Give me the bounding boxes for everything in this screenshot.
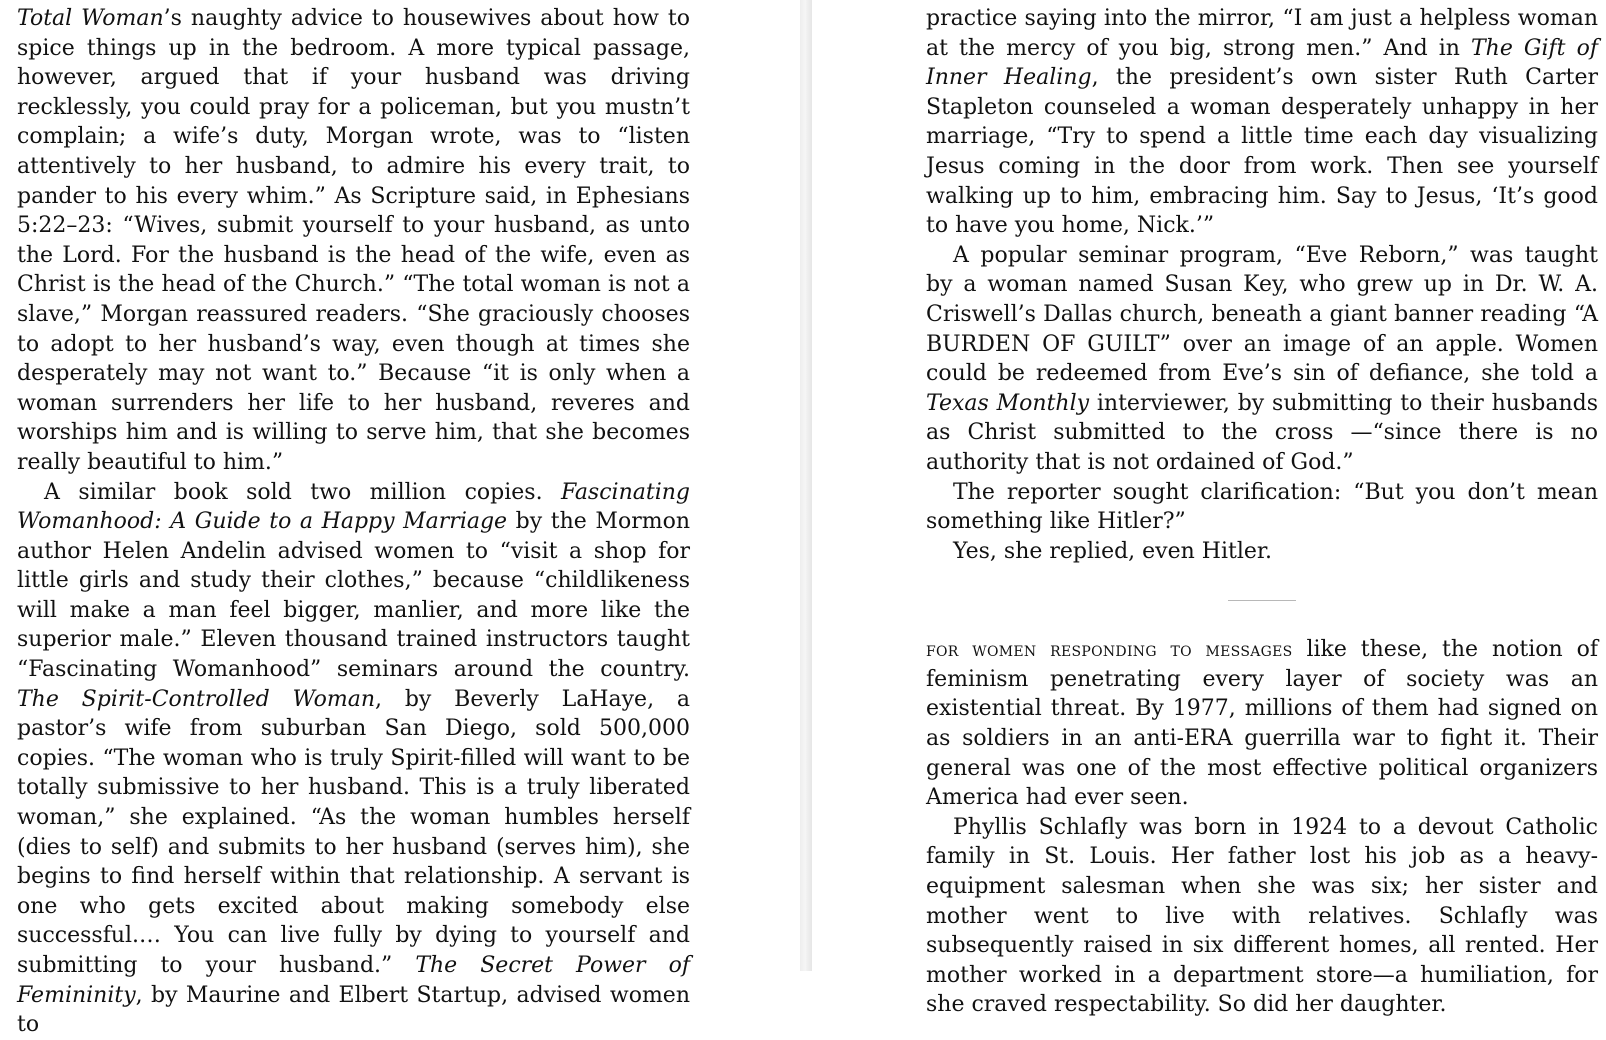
paragraph	[17, 4, 690, 478]
text-run: practice saying into the mirror, “I am just a helpless woman at the mercy of you big, strong men.” And in	[926, 6, 1598, 61]
book-title: The Gift of Inner Healing	[926, 35, 1598, 91]
text-run: A similar book sold two million copies.	[44, 479, 562, 505]
publication-title: Texas Monthly	[926, 390, 1090, 416]
paragraph: Yes, she replied, even Hitler.	[953, 538, 1272, 564]
text-run: A popular seminar program, “Eve Reborn,” was taught by a woman named Susan Key, who grew up in Dr. W. A. Criswell’s Dallas church, beneath a giant banner reading “A BURDEN OF GUILT” over an image of an apple. Women could be redeemed from Eve’s sin of defiance, she told a	[926, 242, 1598, 387]
right-page-text-column	[926, 4, 1598, 1020]
page-gutter	[800, 0, 812, 971]
text-run: ’s naughty advice to housewives about how to spice things up in the bedroom. A more typical passage, however, argued that if your husband was driving recklessly, you could pray for a policeman, but you mustn’t complain; a wife’s duty, Morgan wrote, was to “listen attentively to her husband, to admire his every trait, to pander to his every whim.” As Scripture said, in Ephesians 5:22–23: “Wives, submit yourself to your husband, as unto the Lord. For the husband is the head of the wife, even as Christ is the head of the Church.” “The total woman is not a slave,” Morgan reassured readers. “She graciously chooses to adopt to her husband’s way, even though at times she desperately may not want to.” Because “it is only when a woman surrenders her life to her husband, reveres and worships him and is willing to serve him, that she becomes really beautiful to him.”	[17, 6, 690, 475]
left-page-text-column	[17, 4, 690, 1040]
text-run: , by Beverly LaHaye, a pastor’s wife from suburban San Diego, sold 500,000 copies. “The woman who is truly Spirit-filled will want to be totally submissive to her husband. This is a truly liberated woman,” she explained. “As the woman humbles herself (dies to self) and submits to her husband (serves him), she begins to find herself within that relationship. A servant is one who gets excited about making somebody else successful.… You can live fully by dying to yourself and submitting to your husband.”	[17, 686, 690, 978]
section-divider	[1228, 600, 1296, 601]
text-run: like these, the notion of feminism penetrating every layer of society was an existential threat. By 1977, millions of them had signed on as soldiers in an anti-ERA guerrilla war to fight it. Their general was one of the most effective political organizers America had ever seen.	[926, 637, 1598, 811]
paragraph	[17, 478, 690, 1040]
paragraph: The reporter sought clarification: “But you don’t mean something like Hitler?”	[926, 479, 1598, 535]
paragraph	[926, 241, 1598, 478]
text-run: , the president’s own sister Ruth Carter Stapleton counseled a woman desperately unhappy in her marriage, “Try to spend a little time each day visualizing Jesus coming in the door from work. Then see yourself walking up to him, embracing him. Say to Jesus, ‘It’s good to have you home, Nick.’”	[926, 65, 1599, 239]
paragraph	[926, 4, 1598, 241]
small-caps-lead-in: for women responding to messages	[926, 637, 1293, 662]
paragraph	[926, 635, 1598, 813]
book-title: Total Woman	[17, 6, 164, 31]
paragraph: Phyllis Schlafly was born in 1924 to a devout Catholic family in St. Louis. Her father lost his job as a heavy-equipment salesman when she was six; her sister and mother went to live with relatives. Schlafly was subsequently raised in six different homes, all rented. Her mother worked in a department store—a humiliation, for she craved respectability. So did her daughter.	[926, 814, 1598, 1018]
text-run: by the Mormon author Helen Andelin advised women to “visit a shop for little girls and study their clothes,” because “childlikeness will make a man feel bigger, manlier, and more like the superior male.” Eleven thousand trained instructors taught “Fascinating Womanhood” seminars around the country.	[17, 509, 690, 683]
text-run: interviewer, by submitting to their husbands as Christ submitted to the cross —“since there is no authority that is not ordained of God.”	[926, 390, 1598, 475]
book-title: The Spirit-Controlled Woman	[17, 686, 376, 712]
book-title: The Secret Power of Femininity	[17, 953, 690, 1008]
text-run: , by Maurine and Elbert Startup, advised women to	[17, 982, 690, 1038]
book-title: Fascinating Womanhood: A Guide to a Happy Marriage	[17, 479, 690, 535]
